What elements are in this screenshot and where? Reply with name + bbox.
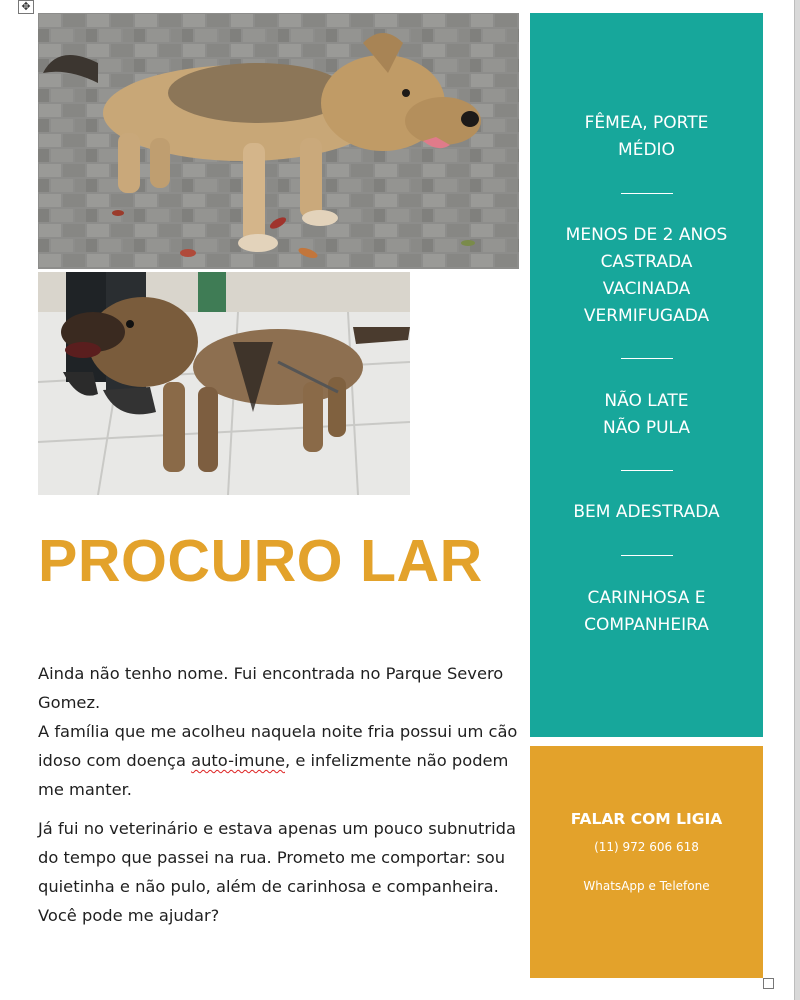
page-title: PROCURO LAR — [38, 528, 483, 594]
story-intro: Ainda não tenho nome. Fui encontrada no Parque Severo Gomez. — [38, 664, 504, 712]
spellcheck-underline-word[interactable]: auto-imune — [191, 751, 285, 770]
dog-photo-bottom[interactable] — [38, 272, 410, 495]
trait-health — [530, 222, 763, 330]
trait-line: BEM ADESTRADA — [573, 502, 720, 522]
trait-line: NÃO LATE — [604, 391, 689, 411]
divider — [621, 358, 673, 359]
story-family-before: A família que me acolheu naquela noite fria possui um cão idoso com doença — [38, 722, 518, 770]
trait-line: VERMIFUGADA — [583, 306, 710, 326]
traits-panel — [530, 13, 763, 737]
trait-line: VACINADA — [602, 279, 691, 299]
contact-phone[interactable]: (11) 972 606 618 — [594, 840, 699, 854]
page-edge — [794, 0, 800, 1000]
trait-line: COMPANHEIRA — [584, 615, 709, 635]
move-cross-icon[interactable]: ✥ — [18, 0, 34, 14]
trait-sex-size — [530, 110, 763, 164]
divider — [621, 555, 673, 556]
story-paragraph-1 — [38, 659, 518, 804]
divider — [621, 470, 673, 471]
trait-line: MENOS DE 2 ANOS — [565, 225, 728, 245]
trait-line: CARINHOSA E — [587, 588, 706, 608]
trait-temperament — [530, 585, 763, 639]
trait-line: CASTRADA — [600, 252, 693, 272]
story-family-after: , e infelizmente não podem me manter. — [38, 751, 509, 799]
contact-box — [530, 746, 763, 978]
trait-line: MÉDIO — [618, 140, 675, 160]
trait-behavior — [530, 388, 763, 442]
contact-note: WhatsApp e Telefone — [583, 879, 710, 893]
resize-handle[interactable] — [763, 978, 774, 989]
story-paragraph-2: Já fui no veterinário e estava apenas um pouco subnutrida do tempo que passei na rua. Prometo me comportar: sou quietinha e não pulo, além de carinhosa e companheira. Você pode me ajudar? — [38, 819, 516, 925]
divider — [621, 193, 673, 194]
contact-title: FALAR COM LIGIA — [570, 810, 723, 828]
dog-photo-top[interactable] — [38, 13, 519, 269]
trait-line: NÃO PULA — [602, 418, 691, 438]
story-text[interactable] — [38, 659, 518, 940]
trait-training — [530, 499, 763, 526]
trait-line: FÊMEA, PORTE — [584, 113, 709, 133]
